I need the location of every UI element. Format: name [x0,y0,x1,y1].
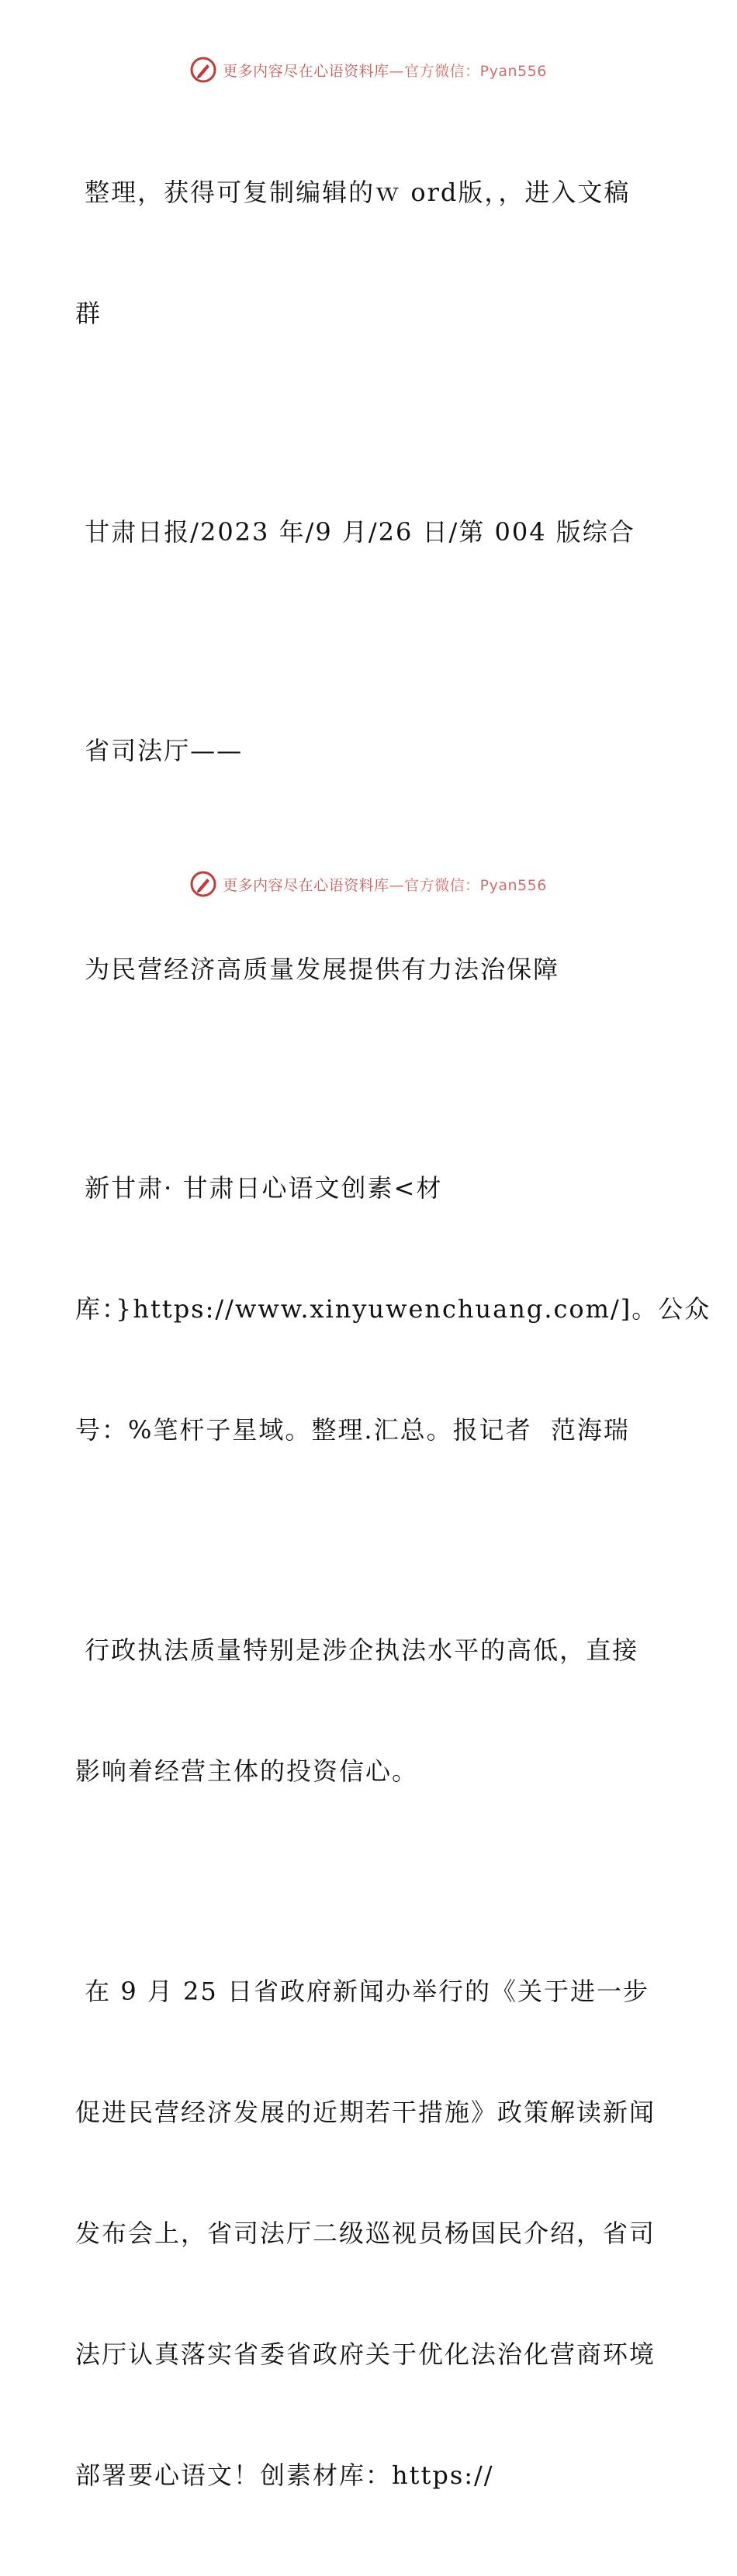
text-line: 库：}https://www.xinyuwenchuang.com/]。公众 [75,1294,711,1324]
banner-text: 更多内容尽在心语资料库—官方微信：Pyan556 [223,62,547,80]
text-line: 省司法厅—— [75,736,244,765]
paragraph-department [75,650,665,851]
pen-logo-icon [190,871,216,897]
paragraph-body-2 [75,1891,665,2576]
text-line: 为民营经济高质量发展提供有力法治保障 [75,955,560,984]
text-line: 发布会上，省司法厅二级巡视员杨国民介绍，省司 [75,2219,656,2248]
text-line: 群 [75,299,102,328]
banner-text: 更多内容尽在心语资料库—官方微信：Pyan556 [223,876,547,894]
text-line: 号：%笔杆子星域。整理.汇总。报记者 范海瑞 [75,1415,630,1445]
pen-logo-icon [190,57,216,83]
text-line: 新甘肃· 甘肃日心语文创素<材 [75,1173,443,1203]
text-line: 部署要心语文！创素材库：https:// [75,2460,494,2490]
header-banner [0,54,737,85]
paragraph-body-1 [75,1549,665,1872]
text-line: 在 9 月 25 日省政府新闻办举行的《关于进一步 [75,1977,649,2006]
footer-banner [0,868,737,900]
text-line: 甘肃日报/2023 年/9 月/26 日/第 004 版综合 [75,517,635,547]
text-line: 行政执法质量特别是涉企执法水平的高低，直接 [75,1635,639,1665]
text-line: 法厅认真落实省委省政府关于优化法治化营商环境 [75,2339,656,2369]
paragraph-intro [75,92,665,414]
text-line: 促进民营经济发展的近期若干措施》政策解读新闻 [75,2098,656,2127]
paragraph-byline [75,1087,711,1531]
document-body [75,92,711,2576]
paragraph-dateline [75,431,665,633]
text-line: 影响着经营主体的投资信心。 [75,1756,419,1786]
text-line: 整理，获得可复制编辑的ｗ ord版，，进入文稿 [75,178,631,207]
